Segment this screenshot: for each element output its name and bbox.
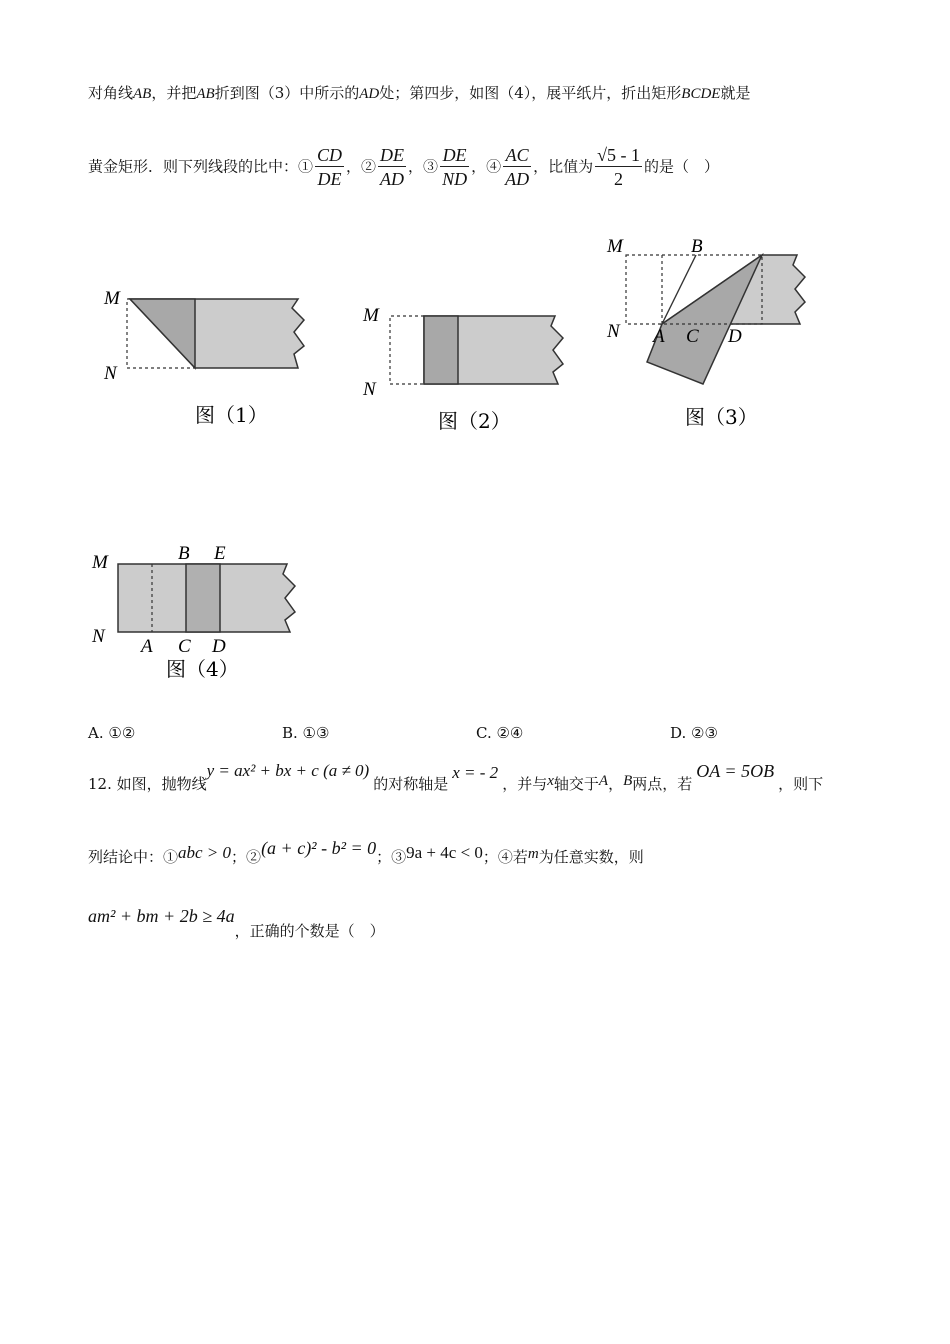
text: ，② xyxy=(346,157,377,176)
fraction-2 xyxy=(378,144,406,191)
equation-axis: x = - 2 xyxy=(452,763,499,782)
fraction-numerator: DE xyxy=(380,145,405,165)
q11-line1 xyxy=(88,82,750,103)
figure-caption: 图（3） xyxy=(685,405,758,429)
fraction-numerator: CD xyxy=(317,145,343,165)
point-label-A: A xyxy=(653,326,665,347)
point-label-E: E xyxy=(214,543,226,564)
point-label-B: B xyxy=(178,543,190,564)
text: 的对称轴是 xyxy=(373,775,449,793)
fraction-denominator: AD xyxy=(503,166,531,191)
equation-parabola: y = ax² + bx + c (a ≠ 0) xyxy=(206,761,370,780)
equation-1: abc > 0 xyxy=(178,843,232,862)
fraction-denominator: DE xyxy=(315,166,344,191)
point-label-M: M xyxy=(104,288,120,309)
text: 轴交于 xyxy=(553,775,599,793)
q12-line3 xyxy=(88,906,385,941)
fraction-numerator: AC xyxy=(505,145,529,165)
text: ；② xyxy=(231,848,262,866)
text: 折到图（3）中所示的 xyxy=(214,84,360,102)
text: ，并与 xyxy=(502,775,548,793)
point-label-N: N xyxy=(92,626,105,647)
segment-label: AD xyxy=(359,86,380,102)
text: 两点，若 xyxy=(632,775,693,793)
fraction-denominator: 2 xyxy=(595,166,642,191)
golden-rectangle-BCDE xyxy=(186,564,220,632)
var-x: x xyxy=(547,773,554,789)
point-label-M: M xyxy=(92,552,108,573)
figure-caption: 图（4） xyxy=(166,657,239,681)
point-label-N: N xyxy=(363,379,376,400)
text: 为任意实数，则 xyxy=(538,848,644,866)
segment-label: AB xyxy=(196,86,215,102)
text: 就是 xyxy=(720,84,751,102)
point-label-M: M xyxy=(607,236,623,257)
text: ，则下 xyxy=(778,775,824,793)
fraction-numerator: √5 - 1 xyxy=(597,145,640,165)
text: ，比值为 xyxy=(533,157,594,176)
figure-caption: 图（1） xyxy=(195,403,268,427)
option-c[interactable]: C. ②④ xyxy=(476,724,524,742)
text: ，正确的个数是（ ） xyxy=(234,922,385,940)
folded-triangle xyxy=(130,299,195,368)
figure-caption: 图（2） xyxy=(438,409,511,433)
point-label-A: A xyxy=(141,636,153,657)
point-label-M: M xyxy=(363,305,379,326)
figure-1 xyxy=(95,280,325,440)
text: ， xyxy=(608,775,624,793)
point-label-B: B xyxy=(691,236,703,257)
text: ，④ xyxy=(471,157,502,176)
dashed-outline xyxy=(390,316,424,384)
text: ，③ xyxy=(408,157,439,176)
equation-3: 9a + 4c < 0 xyxy=(406,843,483,862)
q12-line1 xyxy=(88,761,823,794)
figure-2 xyxy=(355,298,585,438)
q12-line2 xyxy=(88,838,644,867)
point-label-D: D xyxy=(728,326,742,347)
point-label-C: C xyxy=(686,326,699,347)
q11-line2 xyxy=(88,144,719,191)
text: 处；第四步，如图（4），展平纸片，折出矩形 xyxy=(379,84,682,102)
rectangle-label: BCDE xyxy=(681,86,721,102)
text: 对角线 xyxy=(88,84,134,102)
text: 的是（ ） xyxy=(643,157,719,176)
fraction-golden xyxy=(595,144,642,191)
option-a[interactable]: A. ①② xyxy=(88,724,136,742)
fraction-4 xyxy=(503,144,531,191)
text: ；④若 xyxy=(482,848,528,866)
folded-square xyxy=(424,316,458,384)
segment-label: AB xyxy=(133,86,152,102)
fraction-denominator: ND xyxy=(440,166,469,191)
text: ；③ xyxy=(376,848,407,866)
point-label-D: D xyxy=(212,636,226,657)
equation-ratio: OA = 5OB xyxy=(696,761,775,781)
text: 12. 如图，抛物线 xyxy=(88,775,207,793)
option-b[interactable]: B. ①③ xyxy=(282,724,330,742)
fraction-numerator: DE xyxy=(442,145,467,165)
point-label-N: N xyxy=(104,363,117,384)
var-m: m xyxy=(527,846,539,862)
text: 列结论中：① xyxy=(88,848,179,866)
text: 黄金矩形．则下列线段的比中：① xyxy=(88,157,314,176)
figure-4 xyxy=(88,540,328,690)
point-B: B xyxy=(623,773,633,789)
fraction-3 xyxy=(440,144,469,191)
option-d[interactable]: D. ②③ xyxy=(670,724,718,742)
text: ，并把 xyxy=(151,84,197,102)
point-A: A xyxy=(598,773,609,789)
fraction-denominator: AD xyxy=(378,166,406,191)
equation-4: am² + bm + 2b ≥ 4a xyxy=(88,906,235,926)
equation-2: (a + c)² - b² = 0 xyxy=(261,838,377,858)
fraction-1 xyxy=(315,144,344,191)
point-label-N: N xyxy=(607,321,620,342)
point-label-C: C xyxy=(178,636,191,657)
figure-3 xyxy=(600,232,820,432)
